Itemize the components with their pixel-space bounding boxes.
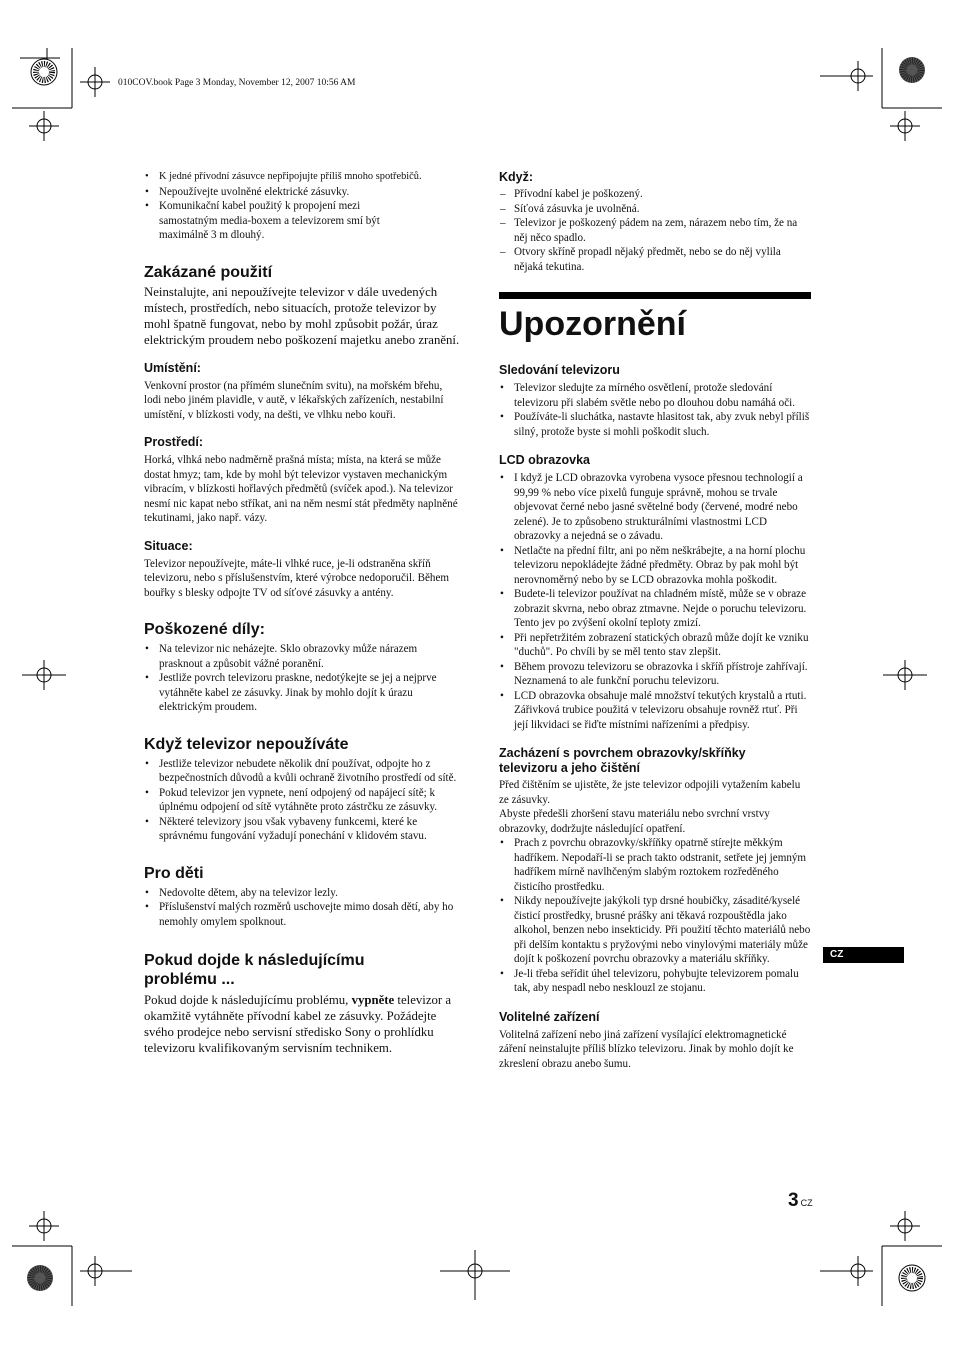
list-item: • Jestliže televizor nebudete několik dní používat, odpojte ho z bezpečnostních důvodů a kvůli ochraně životního prostředí od sítě. [144,757,460,786]
list-item: • Netlačte na přední filtr, ani po něm neškrábejte, a na horní plochu televizoru nepokládejte žádné předměty. Obraz by pak mohl být nerovnoměrný nebo by se LCD obrazovka mohla poškodit. [499,544,811,588]
list-item: • Jestliže povrch televizoru praskne, nedotýkejte se jej a nejprve vytáhněte kabel ze zásuvky. Jinak by mohlo dojít k úrazu elektrickým proudem. [144,671,460,715]
prostredi-text: Horká, vlhká nebo nadměrně prašná místa; místa, na která se může dostat hmyz; tam, kde by mohl být televizor vystaven mechanickým vibracím, v blízkosti hořlavých předmětů (svíček apod.). Na televizor nesmí nic kapat nebo stříkat, ani na něm nesmí stát předměty naplněné tekutinami, jako např. vázy. [144,454,458,524]
page-number [788,1190,813,1212]
section-heading-deti: Pro děti [144,864,204,882]
section-heading-nepouzivate: Když televizor nepoužíváte [144,735,349,753]
kdyz-list [499,187,811,274]
list-item: • Nikdy nepoužívejte jakýkoli typ drsné houbičky, zásadité/kyselé čisticí prostředky, brusné prášky ani těkavá rozpouštědla jako alkohol, benzen nebo insekticidy. Při použití těchto materiálů nebo při delším kontaktu s pryžovými nebo vinylovými materiály může dojít k poškození povrchu obrazovky a materiálu skříňky. [499,894,811,967]
page-title: Upozornění [499,305,686,343]
cisteni-list [499,836,811,996]
problem-text [144,992,460,1056]
section-heading-poskozene: Poškozené díly: [144,621,265,638]
list-item: • Nedovolte dětem, aby na televizor lezly. [144,886,460,901]
umisteni-text: Venkovní prostor (na přímém slunečním svitu), na mořském břehu, lodi nebo jiném plavidle, v autě, v lékařských zařízeních, nestabilní umístění, v blízkosti vody, na dešti, ve vlhku nebo kouři. [144,379,444,421]
list-item: • I když je LCD obrazovka vyrobena vysoce přesnou technologií a 99,99 % nebo více pixelů funguje správně, mohou se trvale objevovat černé nebo jasné světelné body (červené, modré nebo zelené). Je to způsobeno strukturálními vlastnostmi LCD obrazovky a nejedná se o závadu. [499,471,811,544]
list-item: – Televizor je poškozený pádem na zem, nárazem nebo tím, že na něj něco spadlo. [499,216,811,245]
subheading-kdyz: Když: [499,170,534,184]
cisteni-para2: Abyste předešli zhoršení stavu materiálu nebo svrchní vrstvy obrazovky, dodržujte následující opatření. [499,808,770,835]
problem-text-after: televizor a okamžitě vytáhněte přívodní kabel ze zásuvky. Požádejte svého prodejce nebo servisní středisko Sony o prohlídku televizoru kvalifikovaným servisním technikem. [144,993,452,1055]
list-item: • Při nepřetržitém zobrazení statických obrazů může dojít ke vzniku "duchů". Po chvíli by se měl tento stav zlepšit. [499,631,811,660]
zakazane-text: Neinstalujte, ani nepoužívejte televizor v dále uvedených místech, prostředích, nebo situacích, protože televizor by mohl špatně fungovat, nebo by mohl způsobit požár, úraz elektrickým proudem nebo poškození majetku anebo zranění. [144,284,460,347]
subheading-cisteni: Zacházení s povrchem obrazovky/skříňky televizoru a jeho čištění [499,746,746,775]
subheading-prostredi: Prostředí: [144,435,204,449]
sledovani-list [499,381,811,439]
list-item: • Televizor sledujte za mírného osvětlení, protože sledování televizoru při slabém světle nebo po dlouhou dobu namáhá oči. [499,381,811,410]
list-item: • Pokud televizor jen vypnete, není odpojený od napájecí sítě; k úplnému odpojení od sítě vytáhněte proto zástrčku ze zásuvky. [144,786,460,815]
list-item: • Prach z povrchu obrazovky/skříňky opatrně stírejte měkkým hadříkem. Nepodaří-li se prach takto odstranit, setřete jej jemným hadříkem mírně navlhčeným slabým roztokem rozředěného čisticího prostředku. [499,836,811,894]
right-column [499,170,811,1071]
problem-text-before: Pokud dojde k následujícímu problému, [144,993,352,1007]
list-item: – Přívodní kabel je poškozený. [499,187,811,202]
intro-bullet-list [144,170,460,243]
list-item: • Používáte-li sluchátka, nastavte hlasitost tak, aby zvuk nebyl příliš silný, protože byste si mohli poškodit sluch. [499,410,811,439]
lcd-list [499,471,811,732]
language-tab: CZ [823,947,904,963]
list-item: • Příslušenství malých rozměrů uschovejte mimo dosah dětí, aby ho nemohly omylem spolknout. [144,900,460,929]
section-heading-problem: Pokud dojde k následujícímu problému ... [144,952,365,988]
list-item: • Je-li třeba seřídit úhel televizoru, pohybujte televizorem pomalu tak, aby nespadl nebo nesklouzl ze stojanu. [499,967,811,996]
nepouzivate-list [144,757,460,844]
volitelne-text: Volitelná zařízení nebo jiná zařízení vysílající elektromagnetické záření neinstalujte příliš blízko televizoru. Jinak by mohlo dojít ke zkreslení obrazu anebo šumu. [499,1028,794,1070]
list-item: – Síťová zásuvka je uvolněná. [499,202,811,217]
subheading-sledovani: Sledování televizoru [499,363,620,377]
page-number-value: 3 [788,1190,799,1211]
section-heading-zakazane: Zakázané použití [144,263,273,281]
left-column [144,170,460,1056]
list-item: • K jedné přívodní zásuvce nepřipojujte příliš mnoho spotřebičů. [144,170,460,185]
cisteni-para1: Před čištěním se ujistěte, že jste televizor odpojili vytažením kabelu ze zásuvky. [499,779,801,806]
page-number-suffix: CZ [800,1198,813,1208]
list-item: • Některé televizory jsou však vybaveny funkcemi, které ke správnému fungování vyžadují ponechání v klidovém stavu. [144,815,460,844]
deti-list [144,886,460,930]
list-item: • Nepoužívejte uvolněné elektrické zásuvky. [144,185,460,200]
list-item: • LCD obrazovka obsahuje malé množství tekutých krystalů a rtuti. Zářivková trubice použitá v televizoru obsahuje rovněž rtuť. Při její likvidaci se řiďte místními nařízeními a předpisy. [499,689,811,733]
title-rule [499,292,811,299]
print-header: 010COV.book Page 3 Monday, November 12, 2007 10:56 AM [118,78,356,88]
subheading-lcd: LCD obrazovka [499,453,590,467]
poskozene-list [144,642,460,715]
problem-text-bold: vypněte [351,993,395,1007]
subheading-situace: Situace: [144,538,193,553]
situace-text: Televizor nepoužívejte, máte-li vlhké ruce, je-li odstraněna skříň televizoru, nebo s příslušenstvím, které výrobce nedoporučil. Během bouřky s blesky odpojte TV od síťové zásuvky a antény. [144,557,449,599]
list-item: – Otvory skříně propadl nějaký předmět, nebo se do něj vylila nějaká tekutina. [499,245,811,274]
list-item: • Komunikační kabel použitý k propojení mezi samostatným media-boxem a televizorem smí být maximálně 3 m dlouhý. [144,199,460,243]
subheading-umisteni: Umístění: [144,360,201,375]
list-item: • Na televizor nic neházejte. Sklo obrazovky může nárazem prasknout a způsobit vážné poranění. [144,642,460,671]
list-item: • Během provozu televizoru se obrazovka i skříň přístroje zahřívají. Neznamená to ale funkční poruchu televizoru. [499,660,811,689]
subheading-volitelne: Volitelné zařízení [499,1009,600,1024]
list-item: • Budete-li televizor používat na chladném místě, může se v obraze zobrazit skvrna, nebo obraz ztmavne. Nejde o poruchu televizoru. Tento jev po zvýšení okolní teploty zmizí. [499,587,811,631]
